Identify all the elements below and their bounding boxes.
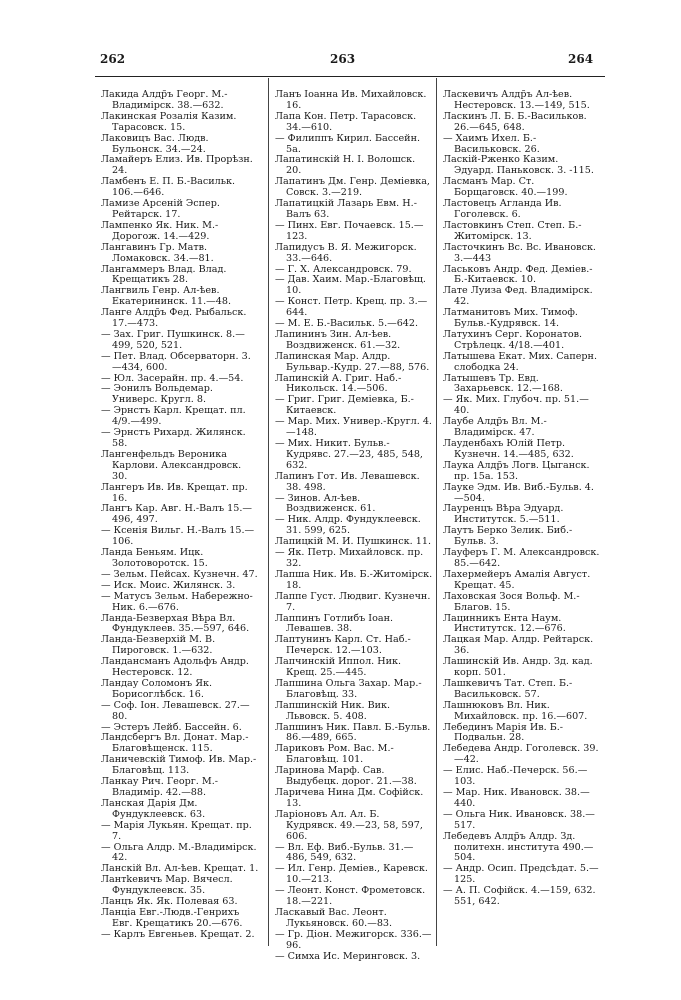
- directory-entry: Лаппе Густ. Людвиг. Кузнечн. 7.: [275, 590, 431, 613]
- directory-entry: — Леонт. Конст. Фрометовск. 18.—221.: [275, 885, 426, 908]
- directory-entry: — Мих. Никит. Бульв.-Кудрявс. 27.—23, 485, 548, 632.: [275, 438, 423, 471]
- directory-entry: Лапатицкій Лазарь Евм. Н.-Валъ 63.: [275, 198, 417, 220]
- directory-entry: Лауферъ Г. М. Александровск. 85.—642.: [443, 547, 600, 569]
- directory-entry: Ланичевскій Тимоф. Ив. Мар.-Благовѣщ. 113.: [101, 754, 257, 777]
- directory-entry: — Андр. Осип. Предсѣдат. 5.—125.: [443, 863, 599, 886]
- directory-entry: Лацкая Мар. Алдр. Рейтарск. 36.: [443, 634, 594, 657]
- directory-entry: — Пинх. Евг. Почаевск. 15.—123.: [275, 219, 424, 242]
- directory-entry: Лате Луиза Фед. Владимірск. 42.: [443, 285, 593, 308]
- directory-entry: Ласьковъ Андр. Фед. Деміев.-Б.-Китаевск. 10.: [443, 263, 593, 286]
- directory-entry: Ландсбергъ Вл. Донат. Мар.-Благовѣщенск. 115.: [101, 732, 249, 755]
- directory-entry: — Иск. Моис. Жилянск. 3.: [101, 579, 236, 591]
- directory-entry: Ласкинъ Л. Б. Б.-Васильков. 26.—645, 648.: [443, 110, 587, 133]
- directory-entry: Ларичева Нина Дм. Софійск. 13.: [275, 787, 424, 809]
- directory-entry: Лаковицъ Вас. Людв. Бульонск. 34.—24.: [101, 132, 209, 155]
- directory-entry: — Як. Мих. Глубоч. пр. 51.—40.: [443, 394, 589, 417]
- directory-entry: Лапшинъ Ник. Павл. Б.-Бульв. 86.—489, 665.: [275, 721, 431, 744]
- directory-entry: — Пет. Влад. Обсерваторн. 3.—434, 600.: [101, 350, 251, 373]
- directory-entry: Лахермейеръ Амалія Август. Крещат. 45.: [443, 568, 591, 591]
- directory-entry: — Эонилъ Вольдемар. Универс. Кругл. 8.: [101, 383, 213, 406]
- directory-entry: Ланъ Іоанна Ив. Михайловск. 16.: [275, 89, 427, 111]
- directory-entry: Ланда-Безверхая Вѣра Вл. Фундуклеев. 35.—597, 646.: [101, 612, 250, 635]
- directory-entry: — Зинов. Ал-ѣев. Воздвиженск. 61.: [275, 492, 376, 515]
- directory-entry: Лантkевичъ Мар. Вячесл. Фундуклеевск. 35.: [101, 874, 233, 897]
- directory-entry: — Конст. Петр. Крещ. пр. 3.—644.: [275, 296, 428, 319]
- directory-entry: — Гр. Діон. Межигорск. 336.—96.: [275, 928, 432, 951]
- directory-entry: — Ольга Алдр. М.-Владимірск. 42.: [101, 841, 257, 864]
- directory-entry: — Эстеръ Лейб. Бассейн. 6.: [101, 721, 242, 733]
- column-3: [443, 90, 601, 908]
- directory-entry: Латышевъ Тр. Евд. Захарьевск. 12.—168.: [443, 372, 563, 395]
- directory-entry: — Юл. Засерайн. пр. 4.—54.: [101, 372, 244, 384]
- directory-entry: Ланда Беньям. Ицк. Золотоворотск. 15.: [101, 547, 208, 569]
- directory-entry: Ласкевичъ Алдр̃ъ Ал-ѣев. Нестеровск. 13.—149, 515.: [443, 89, 590, 111]
- column-divider: [436, 78, 437, 946]
- directory-entry: Лампенко Як. Ник. М.-Дорогож. 14.—429.: [101, 219, 219, 242]
- directory-entry: Лакинская Розалія Казим. Тарасовск. 15.: [101, 110, 237, 133]
- directory-entry: Лапинская Мар. Алдр. Бульвар.-Кудр. 27.—88, 576.: [275, 350, 430, 373]
- directory-entry: Лапинъ Гот. Ив. Левашевск. 38. 498.: [275, 470, 420, 493]
- directory-entry: Лангеръ Ив. Ив. Крещат. пр. 16.: [101, 481, 248, 504]
- directory-entry: Лапшинскій Ник. Вик. Львовск. 5. 408.: [275, 699, 391, 722]
- directory-entry: Лапшина Ольга Захар. Мар.-Благовѣщ. 33.: [275, 677, 422, 700]
- directory-entry: Латманитовъ Мих. Тимоф. Бульв.-Кудрявск. 14.: [443, 307, 578, 330]
- directory-entry: Ларіоновъ Ал. Ал. Б. Кудрявск. 49.—23, 58, 597, 606.: [275, 808, 423, 842]
- column-divider: [268, 78, 269, 946]
- header-rule: [95, 76, 605, 77]
- directory-entry: Латышева Екат. Мих. Саперн. слободка 24.: [443, 350, 598, 373]
- directory-entry: Лаховская Зося Вольф. М.-Благов. 15.: [443, 590, 580, 613]
- directory-entry: — Григ. Григ. Деміевка, Б.-Китаевск.: [275, 394, 414, 417]
- directory-entry: Ланцъ Як. Як. Полевая 63.: [101, 896, 238, 908]
- directory-entry: — Зельм. Пейсах. Кузнечн. 47.: [101, 568, 258, 580]
- directory-entry: Ланда-Безверхій М. В. Пироговск. 1.—632.: [101, 634, 216, 657]
- directory-entry: Лапчинскій Иппол. Ник. Крещ. 25.—445.: [275, 656, 402, 679]
- directory-entry: Ласкій-Рженко Казим. Эдуард. Паньковск. 3. -115.: [443, 154, 594, 177]
- directory-entry: Лапининъ Зин. Ал-ѣев. Воздвиженск. 61.—32.: [275, 328, 401, 351]
- directory-entry: Лебедева Андр. Гоголевск. 39.—42.: [443, 743, 599, 766]
- directory-entry: — Ник. Алдр. Фундуклеевск. 31. 599, 625.: [275, 514, 421, 537]
- directory-entry: Лаука Алдр̃ъ Логв. Цыганск. пр. 15а. 153.: [443, 459, 590, 482]
- directory-entry: — Мар. Ник. Ивановск. 38.—440.: [443, 787, 590, 809]
- directory-entry: — Эрнстъ Карл. Крещат. пл. 4/9.—499.: [101, 405, 246, 428]
- directory-entry: Лебединъ Марія Ив. Б.-Подвальн. 28.: [443, 721, 564, 744]
- directory-entry: Ламбенъ Е. П. Б.-Васильк. 106.—646.: [101, 176, 235, 199]
- directory-entry: — Як. Петр. Михайловск. пр. 32.: [275, 547, 424, 569]
- directory-entry: Ласкавый Вас. Леонт. Лукьяновск. 60.—83.: [275, 906, 393, 929]
- directory-entry: Лариковъ Ром. Вас. М.-Благовѣщ. 101.: [275, 743, 394, 766]
- page-number-right: 264: [568, 52, 594, 66]
- directory-entry: Лангвиль Генр. Ал-ѣев. Екатерининск. 11.—48.: [101, 285, 231, 308]
- directory-entry: Лауренцъ Вѣра Эдуард. Институтск. 5.—511.: [443, 503, 564, 526]
- directory-entry: Ламизе Арсеній Эспер. Рейтарск. 17.: [101, 198, 220, 220]
- directory-entry: — Филиппъ Кирил. Бассейн. 5а.: [275, 132, 421, 155]
- directory-entry: Ланге Алдр̃ъ Фед. Рыбальск. 17.—473.: [101, 307, 247, 330]
- column-2: [275, 90, 433, 963]
- directory-entry: Ласманъ Мар. Ст. Борщаговск. 40.—199.: [443, 176, 568, 199]
- directory-entry: Ланская Дарія Дм. Фундуклеевск. 63.: [101, 797, 206, 820]
- directory-entry: — Дав. Хаим. Мар.-Благовѣщ. 10.: [275, 274, 426, 297]
- directory-entry: Лашинскій Ив. Андр. Зд. кад. корп. 501.: [443, 656, 593, 679]
- page-number-left: 262: [100, 52, 126, 66]
- directory-entry: Лаптунинъ Карл. Ст. Наб.-Печерск. 12.—103.: [275, 634, 411, 657]
- directory-entry: — Елис. Наб.-Печерск. 56.—103.: [443, 765, 588, 788]
- directory-entry: — Матусъ Зельм. Набережно-Ник. 6.—676.: [101, 590, 253, 613]
- directory-entry: Лауденбахъ Юлій Петр. Кузнечн. 14.—485, 632.: [443, 438, 574, 460]
- directory-entry: — Г. Х. Александровск. 79.: [275, 263, 412, 275]
- directory-entry: Ланціа Евг.-Людв.-Генрихъ Евг. Крещатикъ 20.—676.: [101, 906, 243, 929]
- directory-entry: — Хаимъ Ихел. Б.-Васильковск. 26.: [443, 132, 540, 155]
- directory-entry: Ламайеръ Елиз. Ив. Прорѣзн. 24.: [101, 154, 253, 177]
- directory-entry: Ланскій Вл. Ал-ѣев. Крещат. 1.: [101, 863, 259, 875]
- directory-entry: Лашнюковъ Вл. Ник. Михайловск. пр. 16.—607.: [443, 699, 588, 722]
- directory-entry: Лапатинскій Н. І. Волошск. 20.: [275, 154, 416, 177]
- directory-entry: Лангаммеръ Влад. Влад. Крещатикъ 28.: [101, 263, 227, 286]
- directory-entry: Ландансманъ Адольфъ Андр. Нестеровск. 12.: [101, 656, 249, 679]
- page-number-center: 263: [330, 52, 356, 66]
- directory-entry: — А. П. Софійск. 4.—159, 632. 551, 642.: [443, 885, 596, 908]
- directory-entry: Лапидусъ В. Я. Межигорск. 33.—646.: [275, 241, 417, 264]
- directory-entry: Ларинова Марф. Сав. Выдубецк. дорог. 21.—38.: [275, 765, 417, 788]
- directory-entry: — Марія Лукьян. Крещат. пр. 7.: [101, 819, 252, 842]
- directory-entry: Лапицкій М. И. Пушкинск. 11.: [275, 536, 432, 548]
- directory-entry: — Зах. Григ. Пушкинск. 8.—499, 520, 521.: [101, 328, 245, 351]
- directory-entry: Лангавинъ Гр. Матв. Ломаковск. 34.—81.: [101, 241, 214, 264]
- directory-entry: Лапинскій А. Григ. Наб.-Никольск. 14.—506.: [275, 372, 402, 395]
- directory-entry: Ласточкинъ Вс. Вс. Ивановск. 3.—443: [443, 241, 596, 264]
- directory-entry: Латухинъ Серг. Коронатов. Стрѣлецк. 4/18.—401.: [443, 328, 583, 351]
- directory-entry: Лаппинъ Готлибъ Іоан. Левашев. 38.: [275, 612, 394, 635]
- directory-entry: Лауке Эдм. Ив. Виб.-Бульв. 4.—504.: [443, 481, 594, 504]
- directory-entry: Ландау Соломонъ Як. Борисоглѣбск. 16.: [101, 677, 213, 700]
- directory-entry: Ластовкинъ Степ. Степ. Б.-Житомірск. 13.: [443, 219, 582, 242]
- directory-entry: Лебедевъ Алдр̃ъ Алдр. Зд. политехн. института 490.—504.: [443, 830, 594, 864]
- directory-entry: — Ольга Ник. Ивановск. 38.—517.: [443, 808, 595, 831]
- directory-entry: Лаубе Алдр̃ъ Вл. М.-Владимірск. 47.: [443, 416, 547, 439]
- directory-entry: — Мар. Мих. Универ.-Кругл. 4.—148.: [275, 416, 432, 439]
- directory-entry: Лапша Ник. Ив. Б.-Житомірск. 18.: [275, 568, 433, 591]
- directory-entry: Лапатинъ Дм. Генр. Деміевка, Совск. 3.—219.: [275, 176, 430, 199]
- directory-entry: Лангенфельдъ Вероника Карлови. Александровск. 30.: [101, 448, 242, 482]
- directory-entry: — Симха Ис. Меринговск. 3.: [275, 950, 421, 962]
- directory-entry: Ластовецъ Агланда Ив. Гоголевск. 6.: [443, 198, 562, 220]
- directory-entry: — Соф. Іон. Левашевск. 27.—80.: [101, 699, 250, 722]
- column-1: [101, 90, 259, 941]
- directory-entry: Лангъ Кар. Авг. Н.-Валъ 15.—496, 497.: [101, 503, 253, 526]
- directory-entry: — Эрнстъ Рихард. Жилянск. 58.: [101, 427, 246, 449]
- directory-entry: — Ксенія Вильг. Н.-Валъ 15.—106.: [101, 525, 255, 548]
- directory-entry: — Ил. Генр. Деміев., Каревск. 10.—213.: [275, 863, 428, 886]
- directory-entry: Лацинникъ Ента Наум. Институтск. 12.—676.: [443, 612, 566, 635]
- directory-entry: — М. Е. Б.-Васильк. 5.—642.: [275, 318, 419, 330]
- directory-entry: Лашкевичъ Тат. Степ. Б.-Васильковск. 57.: [443, 677, 573, 700]
- directory-entry: Лаутъ Берко Зелик. Биб.-Бульв. 3.: [443, 525, 573, 548]
- directory-entry: Ланкау Рич. Георг. М.-Владимір. 42.—88.: [101, 776, 219, 798]
- directory-entry: Лакида Алдр̃ъ Георг. М.-Владимірск. 38.—632.: [101, 89, 228, 111]
- directory-entry: — Вл. Еф. Виб.-Бульв. 31.—486, 549, 632.: [275, 841, 414, 864]
- directory-entry: Лапа Кон. Петр. Тарасовск. 34.—610.: [275, 110, 417, 133]
- directory-entry: — Карлъ Евгеньев. Крещат. 2.: [101, 928, 255, 940]
